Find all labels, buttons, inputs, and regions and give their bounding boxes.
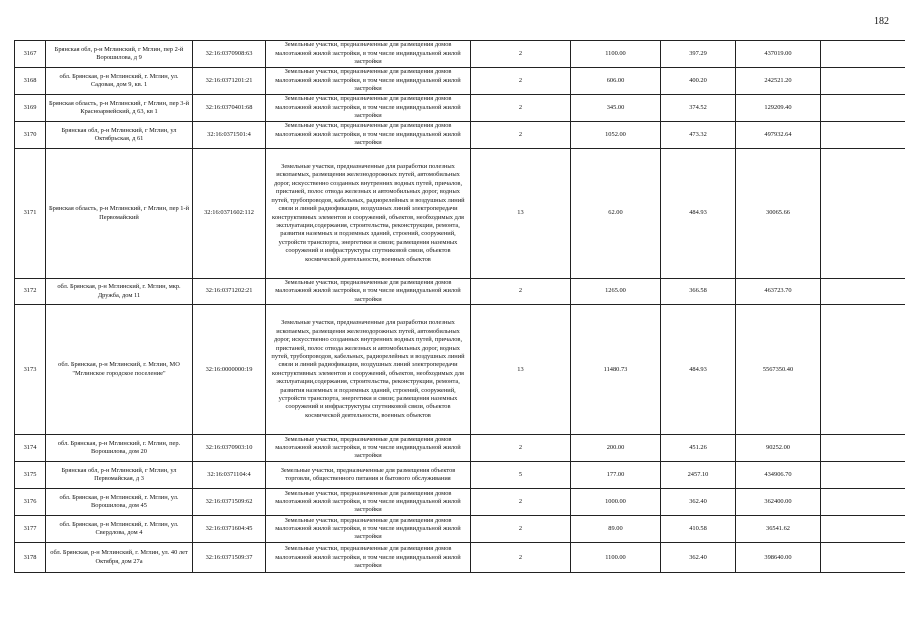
cadastral-number-cell: 32:16:0370401:68 — [193, 95, 266, 122]
permitted-use-cell: Земельные участки, предназначенные для размещения домов малоэтажной жилой застройки, в том числе индивидуальной жилой застройки — [266, 68, 471, 95]
row-number-cell: 3174 — [15, 435, 46, 462]
table-row — [15, 435, 905, 462]
cadastral-value-cell: 434906.70 — [736, 462, 821, 489]
address-cell: обл. Брянская, р-н Мглинский, г. Мглин, ул. Садовая, дом 9, кв. 1 — [46, 68, 193, 95]
cadastral-value-cell: 30065.66 — [736, 149, 821, 279]
permitted-use-cell: Земельные участки, предназначенные для размещения домов малоэтажной жилой застройки, в том числе индивидуальной жилой застройки — [266, 435, 471, 462]
use-group-cell: 2 — [471, 279, 571, 305]
table-row — [15, 41, 905, 68]
use-group-cell: 2 — [471, 68, 571, 95]
area-cell: 606.00 — [571, 68, 661, 95]
address-cell: обл. Брянская, р-н Мглинский, г. Мглин, ул. 40 лет Октября, дом 27а — [46, 543, 193, 573]
specific-value-cell: 397.29 — [661, 41, 736, 68]
cadastral-value-cell: 362400.00 — [736, 489, 821, 516]
use-group-cell: 2 — [471, 543, 571, 573]
empty-cell — [821, 435, 905, 462]
use-group-cell: 2 — [471, 122, 571, 149]
table-row — [15, 305, 905, 435]
use-group-cell: 2 — [471, 41, 571, 68]
cadastral-number-cell: 32:16:0371509:37 — [193, 543, 266, 573]
table-row — [15, 68, 905, 95]
cadastral-value-cell: 90252.00 — [736, 435, 821, 462]
row-number-cell: 3177 — [15, 516, 46, 543]
land-valuation-table — [14, 40, 905, 573]
cadastral-number-cell: 32:16:0371202:21 — [193, 279, 266, 305]
empty-cell — [821, 516, 905, 543]
cadastral-value-cell: 437019.00 — [736, 41, 821, 68]
empty-cell — [821, 68, 905, 95]
row-number-cell: 3173 — [15, 305, 46, 435]
area-cell: 11480.73 — [571, 305, 661, 435]
address-cell: Брянская область, р-н Мглинский, г Мглин, пер 1-й Первомайский — [46, 149, 193, 279]
address-cell: обл. Брянская, р-н Мглинский, г. Мглин, МО "Мглинское городское поселение" — [46, 305, 193, 435]
cadastral-number-cell: 32:16:0370903:10 — [193, 435, 266, 462]
row-number-cell: 3168 — [15, 68, 46, 95]
table-row — [15, 122, 905, 149]
area-cell: 177.00 — [571, 462, 661, 489]
table-row — [15, 462, 905, 489]
row-number-cell: 3167 — [15, 41, 46, 68]
use-group-cell: 2 — [471, 435, 571, 462]
specific-value-cell: 362.40 — [661, 543, 736, 573]
address-cell: Брянская область, р-н Мглинский, г Мглин, пер 3-й Красноармейский, д 63, кв 1 — [46, 95, 193, 122]
cadastral-number-cell: 32:16:0000000:19 — [193, 305, 266, 435]
table-row — [15, 95, 905, 122]
use-group-cell: 2 — [471, 516, 571, 543]
empty-cell — [821, 41, 905, 68]
specific-value-cell: 484.93 — [661, 305, 736, 435]
empty-cell — [821, 122, 905, 149]
use-group-cell: 13 — [471, 149, 571, 279]
cadastral-value-cell: 129209.40 — [736, 95, 821, 122]
use-group-cell: 2 — [471, 95, 571, 122]
cadastral-number-cell: 32:16:0371604:45 — [193, 516, 266, 543]
cadastral-value-cell: 463723.70 — [736, 279, 821, 305]
permitted-use-cell: Земельные участки, предназначенные для размещения домов малоэтажной жилой застройки, в том числе индивидуальной жилой застройки — [266, 41, 471, 68]
address-cell: Брянская обл, р-н Мглинский, г Мглин, ул Первомайская, д 3 — [46, 462, 193, 489]
address-cell: Брянская обл, р-н Мглинский, г Мглин, пер 2-й Ворошилова, д 9 — [46, 41, 193, 68]
specific-value-cell: 484.93 — [661, 149, 736, 279]
specific-value-cell: 366.58 — [661, 279, 736, 305]
cadastral-value-cell: 497932.64 — [736, 122, 821, 149]
address-cell: обл. Брянская, р-н Мглинский, г. Мглин, ул. Свердлова, дом 4 — [46, 516, 193, 543]
row-number-cell: 3178 — [15, 543, 46, 573]
empty-cell — [821, 462, 905, 489]
cadastral-number-cell: 32:16:0371602:112 — [193, 149, 266, 279]
area-cell: 1265.00 — [571, 279, 661, 305]
specific-value-cell: 473.32 — [661, 122, 736, 149]
row-number-cell: 3175 — [15, 462, 46, 489]
area-cell: 345.00 — [571, 95, 661, 122]
use-group-cell: 13 — [471, 305, 571, 435]
permitted-use-cell: Земельные участки, предназначенные для размещения объектов торговли, общественного питания и бытового обслуживания — [266, 462, 471, 489]
row-number-cell: 3172 — [15, 279, 46, 305]
specific-value-cell: 374.52 — [661, 95, 736, 122]
cadastral-value-cell: 398640.00 — [736, 543, 821, 573]
permitted-use-cell: Земельные участки, предназначенные для размещения домов малоэтажной жилой застройки, в том числе индивидуальной жилой застройки — [266, 122, 471, 149]
empty-cell — [821, 305, 905, 435]
permitted-use-cell: Земельные участки, предназначенные для разработки полезных ископаемых, размещения железнодорожных путей, автомобильных дорог, искусственно созданных внутренних водных путей, причалов, пристаней, полос отвода железных и автомобильных дорог, водных путей, трубопроводов, кабельных, радиорелейных и воздушных линий связи и линий радиофикации, воздушных линий электропередачи конструктивных элементов и сооружений, объектов, необходимых для эксплуатации,содержания, строительства, реконструкции, ремонта, развития наземных и подземных зданий, строений, сооружений, устройств транспорта, энергетики и связи; размещения наземных сооружений и инфраструктуры спутниковой связи, объектов космической деятельности, военных объектов — [266, 305, 471, 435]
area-cell: 200.00 — [571, 435, 661, 462]
row-number-cell: 3170 — [15, 122, 46, 149]
row-number-cell: 3176 — [15, 489, 46, 516]
empty-cell — [821, 543, 905, 573]
cadastral-value-cell: 242521.20 — [736, 68, 821, 95]
cadastral-number-cell: 32:16:0370908:63 — [193, 41, 266, 68]
cadastral-value-cell: 36541.62 — [736, 516, 821, 543]
empty-cell — [821, 95, 905, 122]
table-row — [15, 279, 905, 305]
row-number-cell: 3171 — [15, 149, 46, 279]
table-row — [15, 489, 905, 516]
address-cell: обл. Брянская, р-н Мглинский, г. Мглин, мкр. Дружба, дом 11 — [46, 279, 193, 305]
use-group-cell: 2 — [471, 489, 571, 516]
area-cell: 1052.00 — [571, 122, 661, 149]
cadastral-number-cell: 32:16:0371104:4 — [193, 462, 266, 489]
specific-value-cell: 2457.10 — [661, 462, 736, 489]
area-cell: 1000.00 — [571, 489, 661, 516]
area-cell: 1100.00 — [571, 41, 661, 68]
area-cell: 1100.00 — [571, 543, 661, 573]
specific-value-cell: 410.58 — [661, 516, 736, 543]
page-number: 182 — [874, 16, 889, 27]
table-row — [15, 516, 905, 543]
permitted-use-cell: Земельные участки, предназначенные для размещения домов малоэтажной жилой застройки, в том числе индивидуальной жилой застройки — [266, 543, 471, 573]
empty-cell — [821, 149, 905, 279]
table-row — [15, 149, 905, 279]
address-cell: обл. Брянская, р-н Мглинский, г. Мглин, пер. Ворошилова, дом 20 — [46, 435, 193, 462]
specific-value-cell: 400.20 — [661, 68, 736, 95]
area-cell: 89.00 — [571, 516, 661, 543]
use-group-cell: 5 — [471, 462, 571, 489]
cadastral-number-cell: 32:16:0371201:21 — [193, 68, 266, 95]
permitted-use-cell: Земельные участки, предназначенные для размещения домов малоэтажной жилой застройки, в том числе индивидуальной жилой застройки — [266, 489, 471, 516]
empty-cell — [821, 489, 905, 516]
cadastral-number-cell: 32:16:0371509:62 — [193, 489, 266, 516]
address-cell: Брянская обл, р-н Мглинский, г Мглин, ул Октябрьская, д 61 — [46, 122, 193, 149]
table-row — [15, 543, 905, 573]
row-number-cell: 3169 — [15, 95, 46, 122]
permitted-use-cell: Земельные участки, предназначенные для размещения домов малоэтажной жилой застройки, в том числе индивидуальной жилой застройки — [266, 95, 471, 122]
permitted-use-cell: Земельные участки, предназначенные для размещения домов малоэтажной жилой застройки, в том числе индивидуальной жилой застройки — [266, 516, 471, 543]
address-cell: обл. Брянская, р-н Мглинский, г. Мглин, ул. Ворошилова, дом 45 — [46, 489, 193, 516]
permitted-use-cell: Земельные участки, предназначенные для размещения домов малоэтажной жилой застройки, в том числе индивидуальной жилой застройки — [266, 279, 471, 305]
table-body — [15, 41, 905, 573]
specific-value-cell: 362.40 — [661, 489, 736, 516]
cadastral-value-cell: 5567350.40 — [736, 305, 821, 435]
specific-value-cell: 451.26 — [661, 435, 736, 462]
empty-cell — [821, 279, 905, 305]
area-cell: 62.00 — [571, 149, 661, 279]
permitted-use-cell: Земельные участки, предназначенные для разработки полезных ископаемых, размещения железнодорожных путей, автомобильных дорог, искусственно созданных внутренних водных путей, причалов, пристаней, полос отвода железных и автомобильных дорог, водных путей, трубопроводов, кабельных, радиорелейных и воздушных линий связи и линий радиофикации, воздушных линий электропередачи конструктивных элементов и сооружений, объектов, необходимых для эксплуатации,содержания, строительства, реконструкции, ремонта, развития наземных и подземных зданий, строений, сооружений, устройств транспорта, энергетики и связи; размещения наземных сооружений и инфраструктуры спутниковой связи, объектов космической деятельности, военных объектов — [266, 149, 471, 279]
cadastral-number-cell: 32:16:0371501:4 — [193, 122, 266, 149]
